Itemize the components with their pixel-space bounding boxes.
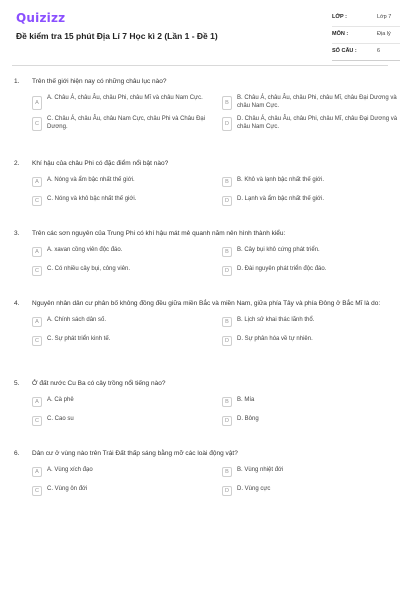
option-b[interactable] bbox=[222, 246, 400, 260]
worksheet-header bbox=[12, 0, 392, 66]
option-letter-badge: D bbox=[222, 266, 232, 276]
option-b[interactable] bbox=[222, 396, 400, 410]
meta-label: LỚP : bbox=[332, 14, 347, 20]
option-a[interactable] bbox=[32, 94, 214, 110]
meta-label: SỐ CÂU : bbox=[332, 48, 357, 54]
option-letter-badge: B bbox=[222, 467, 232, 477]
option-text: D. Châu Á, châu Âu, châu Phi, châu Mĩ, châu Đại Dương và châu Nam Cực. bbox=[237, 115, 398, 130]
option-letter-badge: A bbox=[32, 177, 42, 187]
option-letter-badge: B bbox=[222, 397, 232, 407]
worksheet-title: Đề kiểm tra 15 phút Địa Lí 7 Học kì 2 (Lần 1 - Đề 1) bbox=[16, 31, 218, 41]
option-text: C. Nóng và khô bậc nhất thế giới. bbox=[47, 195, 137, 202]
option-text: C. Có nhiều cây bụi, công viên. bbox=[47, 265, 131, 272]
option-b[interactable] bbox=[222, 176, 400, 190]
option-letter-badge: C bbox=[32, 486, 42, 496]
option-text: B. Mía bbox=[237, 396, 255, 403]
option-text: B. Vùng nhiệt đới bbox=[237, 466, 284, 473]
question-5 bbox=[12, 380, 388, 450]
question-text: Dân cư ở vùng nào trên Trái Đất thấp sáng bằng mỡ các loài động vật? bbox=[32, 450, 238, 457]
option-text: D. Vùng cực bbox=[237, 485, 271, 492]
question-4 bbox=[12, 300, 388, 380]
option-a[interactable] bbox=[32, 246, 214, 260]
meta-value: Địa lý bbox=[377, 31, 391, 37]
option-c[interactable] bbox=[32, 115, 214, 131]
option-c[interactable] bbox=[32, 265, 214, 279]
question-text: Khí hậu của châu Phi có đặc điểm nổi bật nào? bbox=[32, 160, 169, 167]
option-text: B. Châu Á, châu Âu, châu Phi, châu Mĩ, châu Đại Dương và châu Nam Cực. bbox=[237, 94, 397, 109]
question-number: 1. bbox=[14, 78, 20, 85]
option-text: C. Vùng ôn đới bbox=[47, 485, 88, 492]
option-d[interactable] bbox=[222, 195, 400, 209]
option-letter-badge: A bbox=[32, 397, 42, 407]
option-letter-badge: D bbox=[222, 196, 232, 206]
option-letter-badge: C bbox=[32, 416, 42, 426]
question-text: Ở đất nước Cu Ba có cây trồng nổi tiếng nào? bbox=[32, 380, 166, 387]
option-text: A. Nóng và ẩm bậc nhất thế giới. bbox=[47, 176, 135, 183]
meta-table bbox=[332, 10, 400, 61]
option-d[interactable] bbox=[222, 335, 400, 349]
option-text: C. Châu Á, châu Âu, châu Nam Cực, châu Phi và Châu Đại Dương. bbox=[47, 115, 206, 130]
option-a[interactable] bbox=[32, 396, 214, 410]
question-text: Trên các sơn nguyên của Trung Phi có khí hậu mát mẻ quanh năm nên hình thành kiểu: bbox=[32, 230, 286, 237]
option-letter-badge: A bbox=[32, 247, 42, 257]
option-d[interactable] bbox=[222, 415, 400, 429]
option-letter-badge: C bbox=[32, 336, 42, 346]
option-text: D. Đài nguyên phát triển độc đáo. bbox=[237, 265, 327, 272]
question-text: Trên thế giới hiện nay có những châu lục nào? bbox=[32, 78, 167, 85]
meta-label: MÔN : bbox=[332, 31, 349, 37]
option-letter-badge: A bbox=[32, 317, 42, 327]
option-letter-badge: D bbox=[222, 416, 232, 426]
option-b[interactable] bbox=[222, 94, 400, 110]
option-text: B. Lịch sử khai thác lãnh thổ. bbox=[237, 316, 315, 323]
option-text: A. Vùng xích đạo bbox=[47, 466, 93, 473]
meta-value: 6 bbox=[377, 48, 381, 54]
question-list bbox=[12, 78, 398, 520]
question-text: Nguyên nhân dân cư phân bố không đồng đều giữa miền Bắc và miền Nam, giữa phía Tây và phía Đông ở Bắc Mĩ là do: bbox=[32, 300, 381, 307]
option-d[interactable] bbox=[222, 265, 400, 279]
option-d[interactable] bbox=[222, 115, 400, 131]
option-letter-badge: B bbox=[222, 96, 232, 110]
option-c[interactable] bbox=[32, 485, 214, 499]
option-text: C. Sự phát triển kinh tế. bbox=[47, 335, 111, 342]
quizizz-logo: Quizizz bbox=[16, 11, 66, 25]
option-letter-badge: D bbox=[222, 486, 232, 496]
option-c[interactable] bbox=[32, 195, 214, 209]
option-b[interactable] bbox=[222, 466, 400, 480]
option-a[interactable] bbox=[32, 176, 214, 190]
option-b[interactable] bbox=[222, 316, 400, 330]
meta-row-subject bbox=[332, 27, 400, 44]
option-text: A. xavan cồng viên độc đáo. bbox=[47, 246, 123, 253]
question-number: 2. bbox=[14, 160, 20, 167]
question-6 bbox=[12, 450, 388, 520]
option-text: C. Cao su bbox=[47, 415, 74, 422]
question-number: 5. bbox=[14, 380, 20, 387]
option-text: A. Chính sách dân số. bbox=[47, 316, 107, 323]
option-text: D. Bông bbox=[237, 415, 259, 422]
option-letter-badge: B bbox=[222, 177, 232, 187]
option-letter-badge: B bbox=[222, 247, 232, 257]
question-number: 3. bbox=[14, 230, 20, 237]
option-letter-badge: D bbox=[222, 336, 232, 346]
meta-value: Lớp 7 bbox=[377, 14, 392, 20]
option-letter-badge: C bbox=[32, 266, 42, 276]
meta-row-class bbox=[332, 10, 400, 27]
question-number: 6. bbox=[14, 450, 20, 457]
option-text: B. Cây bụi khô cứng phát triển. bbox=[237, 246, 320, 253]
option-text: B. Khô và lạnh bậc nhất thế giới. bbox=[237, 176, 324, 183]
question-3 bbox=[12, 230, 388, 300]
question-number: 4. bbox=[14, 300, 20, 307]
option-letter-badge: A bbox=[32, 96, 42, 110]
option-d[interactable] bbox=[222, 485, 400, 499]
option-c[interactable] bbox=[32, 335, 214, 349]
option-text: A. Cà phê bbox=[47, 396, 74, 403]
option-a[interactable] bbox=[32, 316, 214, 330]
option-text: D. Lạnh và ẩm bậc nhất thế giới. bbox=[237, 195, 324, 202]
option-text: A. Châu Á, châu Âu, châu Phi, châu Mĩ và châu Nam Cực. bbox=[47, 94, 203, 101]
meta-row-count bbox=[332, 44, 400, 61]
option-letter-badge: B bbox=[222, 317, 232, 327]
option-letter-badge: C bbox=[32, 196, 42, 206]
option-c[interactable] bbox=[32, 415, 214, 429]
question-2 bbox=[12, 160, 388, 230]
option-a[interactable] bbox=[32, 466, 214, 480]
option-text: D. Sự phân hóa về tự nhiên. bbox=[237, 335, 313, 342]
question-1 bbox=[12, 78, 398, 160]
option-letter-badge: A bbox=[32, 467, 42, 477]
option-letter-badge: D bbox=[222, 117, 232, 131]
option-letter-badge: C bbox=[32, 117, 42, 131]
